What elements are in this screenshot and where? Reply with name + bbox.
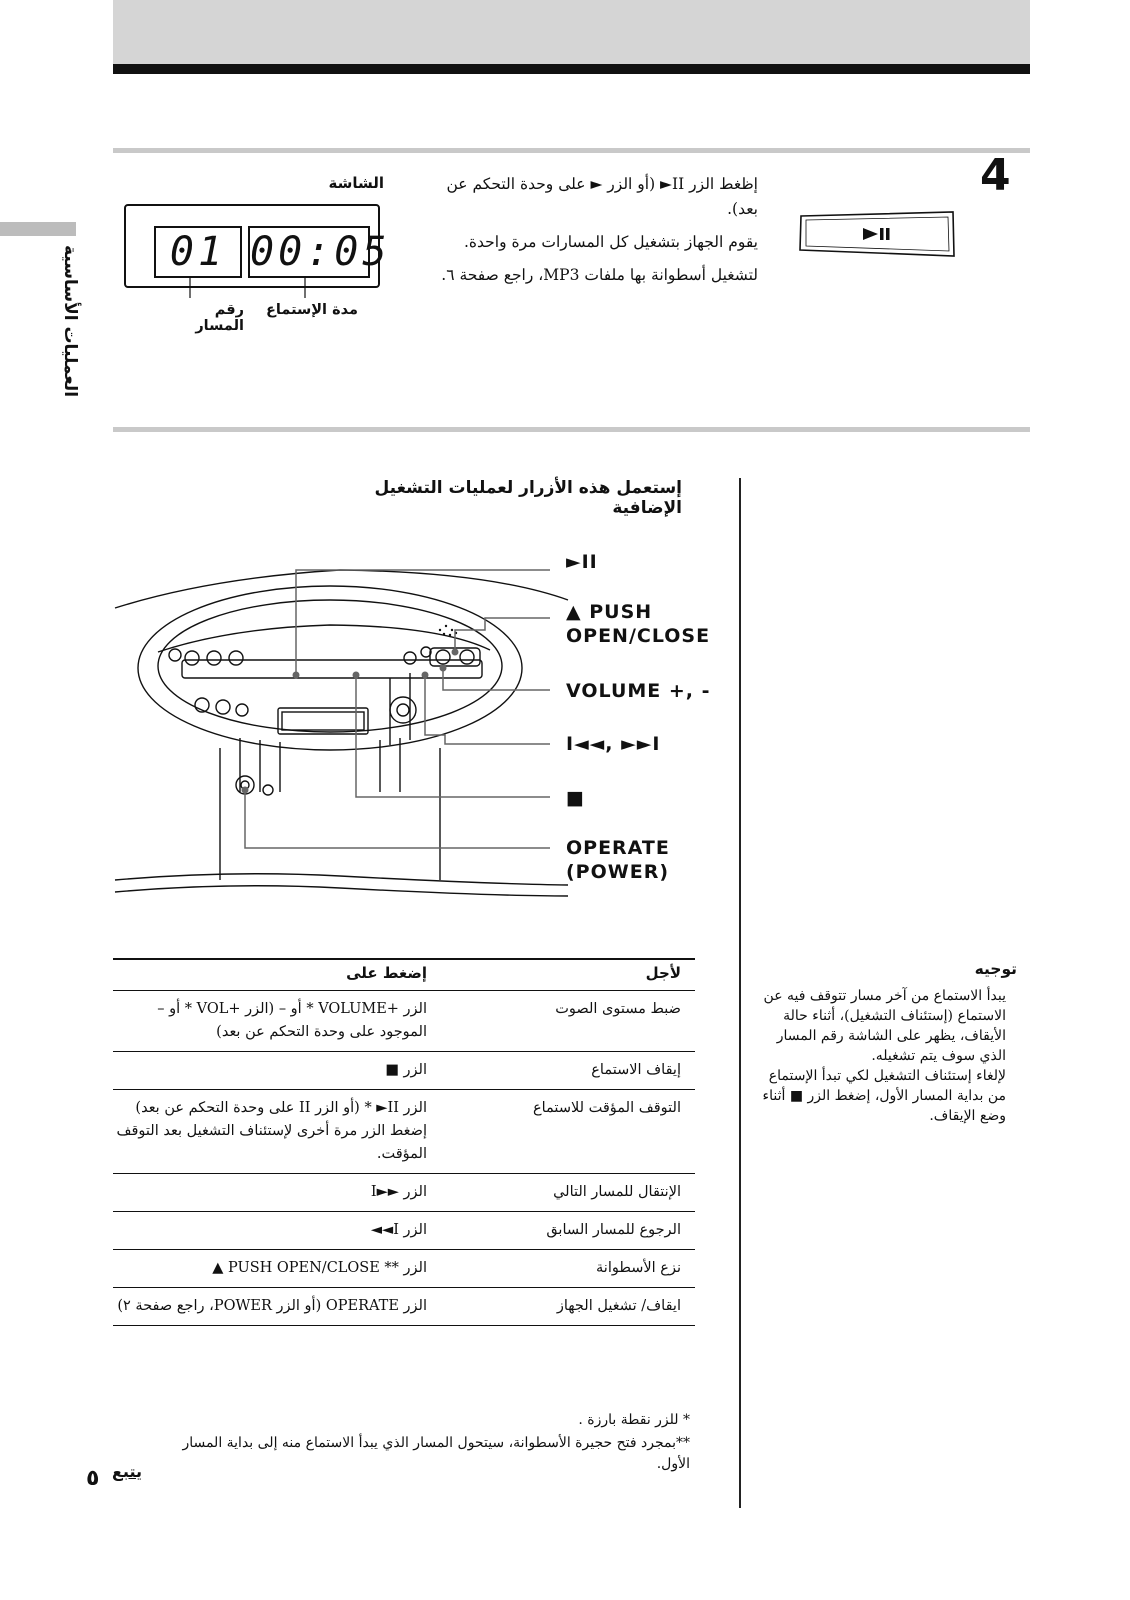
table-row — [113, 1052, 695, 1090]
label-open-close-line: OPEN/CLOSE — [566, 625, 711, 647]
label-push-open-close — [566, 600, 710, 648]
table-cell-purpose: التوقف المؤقت للاستماع — [441, 1090, 695, 1174]
cd-player-illustration — [110, 540, 570, 910]
column-header-press: إضغط على — [113, 959, 441, 991]
tip-body — [752, 986, 1006, 1126]
table-cell-press: الزر +VOLUME * أو – (الزر +VOL * أو – الموجود على وحدة التحكم عن بعد) — [113, 991, 441, 1052]
tip-paragraph-resume: يبدأ الاستماع من آخر مسار تتوقف فيه عن الاستماع (إستئناف التشغيل)، أثناء حالة الأيقاف، يظهر على الشاشة رقم المسار الذي سوف يتم تشغيله. — [763, 988, 1006, 1064]
table-cell-press: الزر I◄◄ — [113, 1212, 441, 1250]
step-text-play: إظغط الزر II► (أو الزر ► على وحدة التحكم عن بعد). — [446, 175, 758, 218]
label-volume: VOLUME +, - — [566, 680, 711, 702]
continues-label: يتبع — [112, 1462, 142, 1481]
lcd-track-number: 01 — [154, 226, 242, 278]
table-header-row — [113, 959, 695, 991]
table-cell-purpose: نزع الأسطوانة — [441, 1250, 695, 1288]
table-cell-purpose: إيقاف الاستماع — [441, 1052, 695, 1090]
section-divider-top — [113, 148, 1030, 153]
track-number-label: رقم المسار — [195, 302, 244, 334]
table-row — [113, 1212, 695, 1250]
display-title: الشاشة — [328, 174, 384, 192]
table-row — [113, 1090, 695, 1174]
tip-heading: توجيه — [974, 960, 1017, 978]
table-cell-purpose: ايقاف/ تشغيل الجهاز — [441, 1288, 695, 1326]
label-push-line: ▲ PUSH — [566, 601, 653, 623]
step-text-mp3: لتشغيل أسطوانة بها ملفات MP3، راجع صفحة ٦. — [441, 266, 758, 284]
table-cell-purpose: الرجوع للمسار السابق — [441, 1212, 695, 1250]
header-band — [113, 0, 1030, 64]
extra-operations-heading: إستعمل هذه الأزرار لعمليات التشغيل الإضافية — [374, 478, 682, 518]
table-cell-press: الزر II► * (أو الزر II على وحدة التحكم عن بعد) إضغط الزر مرة أخرى لإستئناف التشغيل بعد التوقف المؤقت. — [113, 1090, 441, 1174]
table-row — [113, 1288, 695, 1326]
side-tab-label: العمليات الأساسية — [60, 245, 80, 398]
label-operate-power — [566, 836, 670, 884]
operations-table — [113, 958, 695, 1326]
table-row — [113, 1250, 695, 1288]
table-cell-press: الزر ** PUSH OPEN/CLOSE ▲ — [113, 1250, 441, 1288]
label-power-line: (POWER) — [566, 861, 670, 883]
label-skip-buttons: I◄◄, ►►I — [566, 733, 661, 755]
lcd-elapsed-time: 00:05 — [248, 226, 370, 278]
side-tab-marker — [0, 222, 76, 236]
step-instructions — [440, 172, 758, 296]
label-operate-line: OPERATE — [566, 837, 670, 859]
header-rule — [113, 64, 1030, 74]
section-divider-bottom — [113, 427, 1030, 432]
column-header-purpose: لأجل — [441, 959, 695, 991]
table-cell-press: الزر OPERATE (أو الزر POWER، راجع صفحة ٢) — [113, 1288, 441, 1326]
playing-time-label: مدة الإستماع — [266, 302, 358, 318]
step-text-all-tracks: يقوم الجهاز بتشغيل كل المسارات مرة واحدة. — [464, 233, 758, 251]
label-stop: ■ — [566, 787, 585, 809]
column-divider — [739, 478, 741, 1508]
table-row — [113, 991, 695, 1052]
page-number: ٥ — [86, 1466, 100, 1491]
tip-paragraph-cancel: لإلغاء إستئناف التشغيل لكي تبدأ الإستماع من بداية المسار الأول، إضغط الزر ■ أثناء وضع الإيقاف. — [762, 1068, 1006, 1124]
table-cell-press: الزر ■ — [113, 1052, 441, 1090]
side-tab — [56, 245, 84, 405]
label-play-pause: ►II — [566, 551, 598, 573]
table-cell-purpose: ضبط مستوى الصوت — [441, 991, 695, 1052]
table-cell-press: الزر ►►I — [113, 1174, 441, 1212]
step-number: 4 — [980, 150, 1011, 201]
table-row — [113, 1174, 695, 1212]
play-pause-button-illustration — [798, 210, 958, 258]
footnote-single-star: * للزر نقطة بارزة . — [578, 1412, 690, 1428]
footnotes — [160, 1410, 690, 1477]
table-cell-purpose: الإنتقال للمسار التالي — [441, 1174, 695, 1212]
footnote-double-star: **بمجرد فتح حجيرة الأسطوانة، سيتحول المسار الذي يبدأ الاستماع منه إلى بداية المسار الأول. — [182, 1435, 690, 1472]
